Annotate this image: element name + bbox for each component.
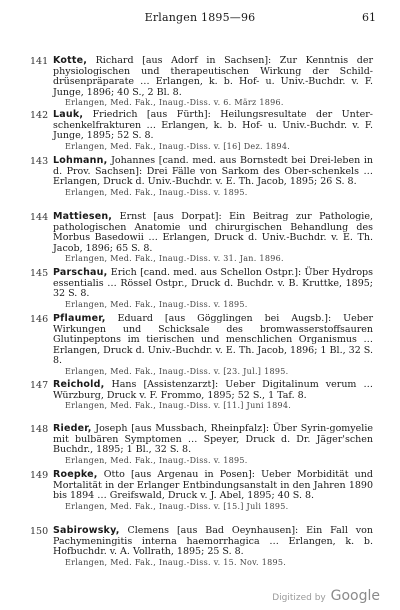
entry-body: Erich [cand. med. aus Schellon Ostpr.]: Über Hydrops essentialis … Rössel Ostpr., Druck d. Buchdr. v. B. Kruttke, 1895; 32 S. 8.: [53, 267, 374, 299]
entry-number: 146: [30, 314, 49, 325]
entry-body: Eduard [aus Gögglingen bei Augsb.]: Ueber Wirkungen und Schicksale des bromwasserstoffsauren Glutinpeptons im tierischen und menschlichen Organismus … Erlangen, Druck d. Univ.-Buchdr. v. E. Th. Jacob, 1896; 1 Bl., 32 S. 8.: [53, 313, 373, 366]
entry-note: Erlangen, Med. Fak., Inaug.-Diss. v. [23. Jul.] 1895.: [65, 366, 289, 376]
running-header: Erlangen 1895—96: [144, 11, 256, 24]
entry-text: [53, 268, 373, 310]
entry-number: 144: [30, 212, 49, 223]
watermark-prefix: Digitized by: [272, 593, 326, 603]
entry-note: Erlangen, Med. Fak., Inaug.-Diss. v. 1895.: [65, 299, 248, 309]
entry-author: Rieder,: [53, 423, 92, 434]
entry-number: 143: [30, 156, 49, 167]
entry-note: Erlangen, Med. Fak., Inaug.-Diss. v. [16] Dez. 1894.: [65, 141, 291, 151]
entry-author: Kotte,: [53, 55, 88, 66]
entry-body: Joseph [aus Mussbach, Rheinpfalz]: Über Syrin-gomyelie mit bulbären Symptomen … Speyer, Druck d. Dr. Jäger'schen Buchdr., 1895; 1 Bl., 32 S. 8.: [53, 423, 373, 455]
entry-body: Friedrich [aus Fürth]: Heilungsresultate der Unter-schenkelfrakturen … Erlangen, k. b. Hof- u. Univ.-Buchdr. v. F. Junge, 1895; 52 S. 8.: [53, 109, 373, 141]
entry-text: [53, 56, 373, 108]
entry-number: 147: [30, 380, 49, 391]
entry-text: [53, 424, 373, 466]
entry-body: Richard [aus Adorf in Sachsen]: Zur Kenntnis der physiologischen und therapeutischen Wirkung der Schild-drüsenpräparate … Erlangen, k. b. Hof- u. Univ.-Buchdr. v. F. Junge, 1896; 40 S., 2 Bl. 8.: [53, 55, 373, 98]
entry-note: Erlangen, Med. Fak., Inaug.-Diss. v. 1895.: [65, 455, 248, 465]
entry-author: Roepke,: [53, 469, 98, 480]
entry-body: Ernst [aus Dorpat]: Ein Beitrag zur Pathologie, pathologischen Anatomie und chirurgischen Behandlung des Morbus Basedowii … Erlangen, Druck d. Univ.-Buchdr. v. E. Th. Jacob, 1896; 65 S. 8.: [53, 211, 373, 254]
entry-author: Reichold,: [53, 379, 105, 390]
entry-text: [53, 526, 373, 568]
entry-number: 148: [30, 424, 49, 435]
entry-note: Erlangen, Med. Fak., Inaug.-Diss. v. [15.] Juli 1895.: [65, 501, 289, 511]
entry-text: [53, 314, 373, 377]
entry-body: Johannes [cand. med. aus Bornstedt bei Drei-leben in d. Prov. Sachsen]: Drei Fälle von Sarkom des Ober-schenkels … Erlangen, Druck d. Univ.-Buchdr. v. E. Th. Jacob, 1895; 26 S. 8.: [53, 155, 373, 187]
entry-body: Clemens [aus Bad Oeynhausen]: Ein Fall von Pachymeningitis interna haemorrhagica … Erlangen, k. b. Hofbuchdr. v. A. Vollrath, 1895; 25 S. 8.: [53, 525, 373, 557]
entry-body: Otto [aus Argenau in Posen]: Ueber Morbidität und Mortalität in der Erlanger Entbindungsanstalt in den Jahren 1890 bis 1894 … Greifswald, Druck v. J. Abel, 1895; 40 S. 8.: [53, 469, 373, 501]
entry-number: 141: [30, 56, 49, 67]
entry-text: [53, 380, 373, 411]
entry-note: Erlangen, Med. Fak., Inaug.-Diss. v. 1895.: [65, 187, 248, 197]
entry-note: Erlangen, Med. Fak., Inaug.-Diss. v. 6. März 1896.: [65, 98, 284, 107]
entry-number: 150: [30, 526, 49, 537]
entry-author: Lohmann,: [53, 155, 108, 166]
entry-body: Hans [Assistenzarzt]: Ueber Digitalinum verum … Würzburg, Druck v. F. Frommo, 1895; 52 S., 1 Taf. 8.: [53, 379, 373, 401]
entry-number: 142: [30, 110, 49, 121]
entry-note: Erlangen, Med. Fak., Inaug.-Diss. v. [11.] Juni 1894.: [65, 401, 292, 410]
entry-note: Erlangen, Med. Fak., Inaug.-Diss. v. 31. Jan. 1896.: [65, 254, 284, 263]
entry-author: Pflaumer,: [53, 313, 106, 324]
entry-text: [53, 470, 373, 512]
entry-text: [53, 212, 373, 264]
google-logo: Google: [330, 588, 380, 604]
entry-author: Mattiesen,: [53, 211, 113, 222]
digitized-watermark: [272, 588, 380, 604]
entry-note: Erlangen, Med. Fak., Inaug.-Diss. v. 15. Nov. 1895.: [65, 557, 287, 567]
entry-author: Sabirowsky,: [53, 525, 120, 536]
entry-author: Parschau,: [53, 267, 108, 278]
page-number: 61: [362, 11, 376, 24]
entry-number: 145: [30, 268, 49, 279]
entry-author: Lauk,: [53, 109, 84, 120]
entry-text: [53, 110, 373, 152]
entry-number: 149: [30, 470, 49, 481]
entry-text: [53, 156, 373, 198]
